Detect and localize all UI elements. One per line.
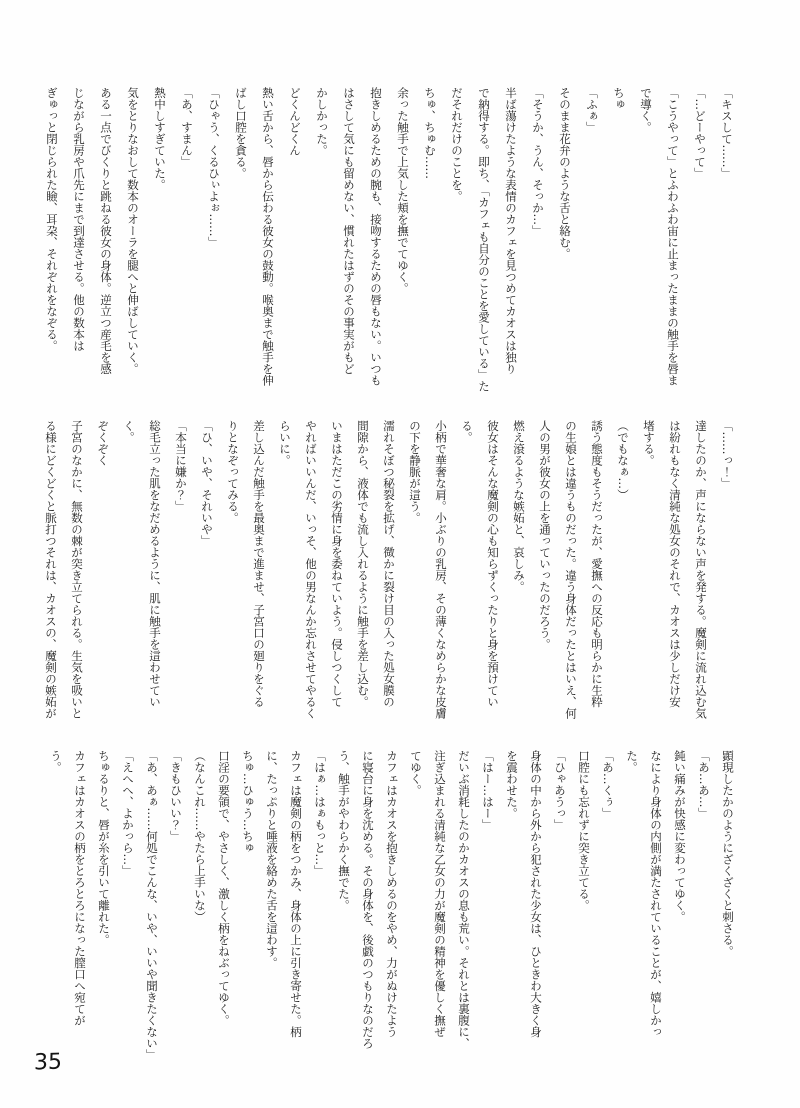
text-column: た。 bbox=[625, 750, 639, 773]
text-column: 「はぁ…はぁもっと…」 bbox=[313, 750, 327, 877]
text-column: 身体の中から外から犯された少女は、ひときわ大きく身 bbox=[529, 750, 543, 1038]
text-column: 達したのか、声にならない声を発する。魔剣に流れ込む気 bbox=[694, 420, 708, 719]
text-column: いまはただこの劣情に身を委ねていよう。侵しつくして bbox=[330, 420, 344, 708]
text-column: の生娘とは違うものだった。違う身体だったとはいえ、何 bbox=[564, 420, 578, 719]
text-column: 「キスして……」 bbox=[720, 87, 734, 179]
text-column: 「あ、すまん」 bbox=[180, 87, 194, 168]
text-column: 「ふぁ」 bbox=[585, 87, 599, 133]
text-column: 総毛立った肌をなだめるように、肌に触手を這わせてい bbox=[148, 420, 162, 708]
text-column: で導く。 bbox=[639, 87, 653, 133]
text-column: 気をとりなおして数本のオーラを腿へと伸ばしていく。 bbox=[126, 87, 140, 375]
text-column: 口腔にも忘れずに突き立てる。 bbox=[577, 750, 591, 911]
text-column: （でもなぁ…） bbox=[616, 420, 630, 501]
text-column: やればいいんだ、いっそ、他の男なんか忘れさせてやるく bbox=[304, 420, 318, 719]
text-column: 人の男が彼女の上を通っていったのだろう。 bbox=[538, 420, 552, 650]
page-number: 35 bbox=[33, 1049, 63, 1076]
text-column: 抱きしめるための腕も、接吻するための唇もない。いつも bbox=[369, 87, 383, 386]
text-column: 「きもひいい？」 bbox=[169, 750, 183, 842]
text-column: う。 bbox=[49, 750, 63, 773]
text-column: 子宮のなかに、無数の棘が突き立てられる。生気を吸いと bbox=[70, 420, 84, 719]
text-column: 間隙から、液体でも流し入れるように触手を差し込む。 bbox=[356, 420, 370, 708]
text-column: 「ひ、いや、それいや」 bbox=[200, 420, 214, 547]
text-column: てゆく。 bbox=[409, 750, 423, 796]
text-column: 「はー…はー」 bbox=[481, 750, 495, 831]
text-column: 誘う態度もそうだったが、愛撫への反応も明らかに生粋 bbox=[590, 420, 604, 708]
text-column: 「そうか、うん、そっか…」 bbox=[531, 87, 545, 237]
text-column: 小柄で華奢な肩。小ぶりの乳房、その薄くなめらかな皮膚 bbox=[434, 420, 448, 719]
text-column: 「あ、あぁ……何処でこんな、いや、いいや聞きたくない」 bbox=[145, 750, 159, 1061]
text-column: そのまま花弁のような舌と絡む。 bbox=[558, 87, 572, 260]
text-column: は紛れもなく清純な処女のそれで、カオスは少しだけ安 bbox=[668, 420, 682, 708]
text-band-top bbox=[38, 87, 740, 399]
text-column: はさして気にも留めない、慣れたはずのその事実がもど bbox=[342, 87, 356, 375]
text-column: カフェはカオスを抱きしめるのをやめ、力がぬけたよう bbox=[385, 750, 399, 1038]
text-column: の下を静脈が這う。 bbox=[408, 420, 422, 524]
text-column: 差し込んだ触手を最奥まで進ませ、子宮口の廻りをぐる bbox=[252, 420, 266, 708]
text-column: 「……っ！」 bbox=[720, 420, 734, 489]
text-column: だそれだけのことを。 bbox=[450, 87, 464, 202]
text-column: どくんどくん bbox=[288, 87, 302, 156]
text-column: 「こうやって」とふわふわ宙に止まったままの触手を唇ま bbox=[666, 87, 680, 386]
text-column: 鈍い痛みが快感に変わってゆく。 bbox=[673, 750, 687, 923]
text-column: 「本当に嫌か？」 bbox=[174, 420, 188, 512]
text-column: 半ば蕩けたような表情のカフェを見つめてカオスは独り bbox=[504, 87, 518, 375]
text-column: ばし口腔を貪る。 bbox=[234, 87, 248, 179]
text-column: ちゅ…ひゅう…ちゅ bbox=[241, 750, 255, 854]
text-column: だいぶ消耗したのかカオスの息も荒い。それとは裏腹に、 bbox=[457, 750, 471, 1049]
text-column: りとなぞってみる。 bbox=[226, 420, 240, 524]
text-column: じながら乳房や爪先にまで到達させる。他の数本は bbox=[72, 87, 86, 352]
text-column: ぞくぞく bbox=[96, 420, 110, 466]
text-column: ちゅ、ちゅむ…… bbox=[423, 87, 437, 179]
text-column: 口淫の要領で、やさしく、激しく柄をねぶってゆく。 bbox=[217, 750, 231, 1026]
text-column: を震わせた。 bbox=[505, 750, 519, 819]
text-column: で納得する。即ち、「カフェも自分のことを愛している」た bbox=[477, 87, 491, 392]
text-column: 堵する。 bbox=[642, 420, 656, 466]
text-column: に、たっぷりと唾液を絡めた舌を這わす。 bbox=[265, 750, 279, 969]
text-column: 熱い舌から、唇から伝わる彼女の鼓動。喉奥まで触手を伸 bbox=[261, 87, 275, 386]
text-column: 熱中しすぎていた。 bbox=[153, 87, 167, 191]
text-column: 顕現したかのようにざくざくと刺さる。 bbox=[721, 750, 735, 957]
text-column: 「えへへ、よかっら…」 bbox=[121, 750, 135, 877]
text-column: なにより身体の内側が満たされていることが、嬉しかっ bbox=[649, 750, 663, 1038]
text-column: う、触手がやわらかく撫でた。 bbox=[337, 750, 351, 911]
text-column: ちゅるりと、唇が糸を引いて離れた。 bbox=[97, 750, 111, 946]
text-column: かしかった。 bbox=[315, 87, 329, 156]
text-column: カフェは魔剣の柄をつかみ、身体の上に引き寄せた。柄 bbox=[289, 750, 303, 1038]
text-column: 「あ…あ…」 bbox=[697, 750, 711, 819]
text-column: く。 bbox=[122, 420, 136, 443]
text-column: カフェはカオスの柄をとろとろになった膣口へ宛てが bbox=[73, 750, 87, 1026]
text-column: 「ひゃう、くるひぃよぉ……」 bbox=[207, 87, 221, 248]
text-column: る。 bbox=[460, 420, 474, 443]
text-column: （なんこれ……やたら上手いな） bbox=[193, 750, 207, 923]
text-column: る様にどくどくと脈打つそれは、カオスの、魔剣の嫉妬が bbox=[44, 420, 58, 719]
text-column: ちゅ bbox=[612, 87, 626, 110]
text-column: 「…どーやって」 bbox=[693, 87, 707, 179]
text-band-bottom bbox=[44, 750, 740, 1062]
text-column: 濡れそぼつ秘裂を拡げ、微かに裂け目の入った処女膜の bbox=[382, 420, 396, 708]
text-column: 彼女はそんな魔剣の心も知らずくったりと身を預けてい bbox=[486, 420, 500, 708]
text-column: 余った触手で上気した頬を撫でてゆく。 bbox=[396, 87, 410, 294]
text-column: 燃え滾るような嫉妬と、哀しみ。 bbox=[512, 420, 526, 593]
text-column: 注ぎ込まれる清純な乙女の力が魔剣の精神を優しく撫ぜ bbox=[433, 750, 447, 1038]
text-column: ある一点でびくりと跳ねる彼女の身体。逆立つ産毛を感 bbox=[99, 87, 113, 375]
text-column: ぎゅっと閉じられた瞼、耳朶、それぞれをなぞる。 bbox=[45, 87, 59, 352]
text-band-middle bbox=[38, 420, 740, 732]
text-column: に寝台に身を沈める。その身体を、後戯のつもりなのだろ bbox=[361, 750, 375, 1049]
text-column: 「あ…くぅ」 bbox=[601, 750, 615, 819]
text-column: 「ひゃあうっ」 bbox=[553, 750, 567, 831]
text-column: らいに。 bbox=[278, 420, 292, 466]
